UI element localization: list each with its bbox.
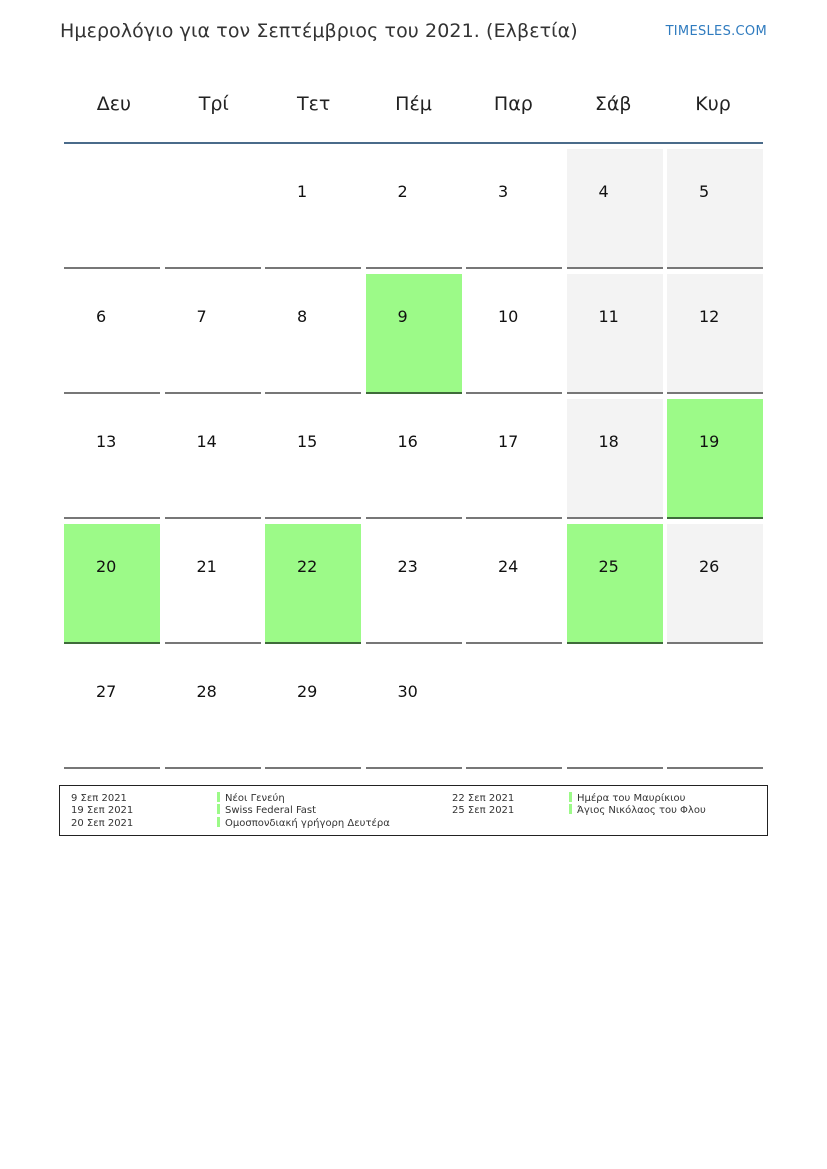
weekend-day-cell bbox=[567, 274, 663, 394]
day-number: 27 bbox=[96, 682, 117, 701]
legend-column-left bbox=[71, 792, 390, 829]
legend-date: 22 Σεπ 2021 bbox=[452, 793, 515, 804]
day-number: 6 bbox=[96, 307, 107, 326]
empty-day-cell bbox=[567, 649, 663, 769]
day-number: 24 bbox=[498, 557, 519, 576]
weekday-fri: Παρ bbox=[493, 93, 533, 115]
weekday-sun: Κυρ bbox=[695, 93, 731, 115]
day-cell bbox=[64, 399, 160, 519]
day-cell bbox=[466, 149, 562, 269]
day-number: 4 bbox=[598, 182, 609, 201]
legend-column-right bbox=[452, 792, 706, 817]
weekend-day-cell bbox=[667, 274, 763, 394]
day-cell bbox=[265, 149, 361, 269]
holiday-color-swatch bbox=[217, 804, 220, 814]
day-cell bbox=[265, 649, 361, 769]
holiday-color-swatch bbox=[569, 804, 572, 814]
day-number: 15 bbox=[297, 432, 318, 451]
day-cell bbox=[265, 399, 361, 519]
day-cell bbox=[265, 274, 361, 394]
weekday-wed: Τετ bbox=[296, 93, 331, 115]
weekday-sat: Σάβ bbox=[594, 93, 632, 115]
day-number: 18 bbox=[598, 432, 619, 451]
day-number: 30 bbox=[397, 682, 418, 701]
day-number: 28 bbox=[196, 682, 217, 701]
header-divider bbox=[64, 142, 763, 144]
legend-item bbox=[71, 804, 390, 816]
day-number: 7 bbox=[196, 307, 207, 326]
empty-day-cell bbox=[165, 149, 261, 269]
day-cell bbox=[165, 274, 261, 394]
legend-date: 9 Σεπ 2021 bbox=[71, 793, 127, 804]
day-number: 23 bbox=[397, 557, 418, 576]
day-number: 2 bbox=[397, 182, 408, 201]
day-number: 10 bbox=[498, 307, 519, 326]
empty-day-cell bbox=[64, 149, 160, 269]
weekend-day-cell bbox=[567, 149, 663, 269]
day-number: 12 bbox=[699, 307, 720, 326]
day-cell bbox=[366, 524, 462, 644]
brand-logo-link[interactable]: TIMESLES.COM bbox=[665, 24, 767, 39]
holiday-color-swatch bbox=[569, 792, 572, 802]
legend-date: 19 Σεπ 2021 bbox=[71, 805, 134, 817]
legend-item bbox=[452, 792, 706, 804]
day-cell bbox=[466, 399, 562, 519]
weekday-header bbox=[64, 78, 763, 130]
day-number: 9 bbox=[397, 307, 408, 326]
day-number: 14 bbox=[196, 432, 217, 451]
legend-item bbox=[71, 792, 390, 804]
day-number: 19 bbox=[699, 432, 720, 451]
day-number: 25 bbox=[598, 557, 619, 576]
day-number: 8 bbox=[297, 307, 308, 326]
day-number: 5 bbox=[699, 182, 710, 201]
day-number: 17 bbox=[498, 432, 519, 451]
day-cell bbox=[165, 524, 261, 644]
calendar-grid bbox=[64, 149, 763, 769]
day-cell bbox=[366, 399, 462, 519]
day-cell bbox=[466, 524, 562, 644]
legend-holiday-name: Ημέρα του Μαυρίκιου bbox=[577, 793, 686, 804]
day-cell bbox=[64, 274, 160, 394]
weekend-day-cell bbox=[667, 149, 763, 269]
holiday-legend bbox=[59, 785, 768, 836]
holiday-day-cell bbox=[366, 274, 462, 394]
holiday-day-cell bbox=[667, 399, 763, 519]
weekend-day-cell bbox=[667, 524, 763, 644]
day-cell bbox=[366, 649, 462, 769]
legend-date: 25 Σεπ 2021 bbox=[452, 805, 515, 817]
day-number: 11 bbox=[598, 307, 619, 326]
weekday-tue: Τρί bbox=[198, 93, 229, 115]
day-cell bbox=[64, 649, 160, 769]
day-cell bbox=[165, 649, 261, 769]
day-cell bbox=[165, 399, 261, 519]
weekend-day-cell bbox=[567, 399, 663, 519]
weekday-thu: Πέμ bbox=[395, 93, 432, 115]
empty-day-cell bbox=[667, 649, 763, 769]
day-cell bbox=[466, 274, 562, 394]
day-number: 29 bbox=[297, 682, 318, 701]
day-number: 21 bbox=[196, 557, 217, 576]
day-number: 16 bbox=[397, 432, 418, 451]
day-number: 26 bbox=[699, 557, 720, 576]
page-title: Ημερολόγιο για τον Σεπτέμβριος του 2021. (Ελβετία) bbox=[60, 20, 578, 42]
holiday-day-cell bbox=[567, 524, 663, 644]
holiday-day-cell bbox=[64, 524, 160, 644]
legend-holiday-name: Άγιος Νικόλαος του Φλου bbox=[577, 805, 706, 817]
legend-holiday-name: Swiss Federal Fast bbox=[225, 805, 317, 817]
empty-day-cell bbox=[466, 649, 562, 769]
legend-holiday-name: Ομοσπονδιακή γρήγορη Δευτέρα bbox=[225, 817, 390, 829]
legend-item bbox=[71, 817, 390, 829]
legend-date: 20 Σεπ 2021 bbox=[71, 817, 134, 829]
day-number: 20 bbox=[96, 557, 117, 576]
legend-item bbox=[452, 804, 706, 816]
holiday-color-swatch bbox=[217, 817, 220, 827]
day-number: 3 bbox=[498, 182, 509, 201]
day-cell bbox=[366, 149, 462, 269]
legend-holiday-name: Νέοι Γενεύη bbox=[225, 793, 285, 804]
weekday-mon: Δευ bbox=[96, 93, 132, 115]
holiday-color-swatch bbox=[217, 792, 220, 802]
day-number: 1 bbox=[297, 182, 308, 201]
day-number: 13 bbox=[96, 432, 117, 451]
day-number: 22 bbox=[297, 557, 318, 576]
holiday-day-cell bbox=[265, 524, 361, 644]
